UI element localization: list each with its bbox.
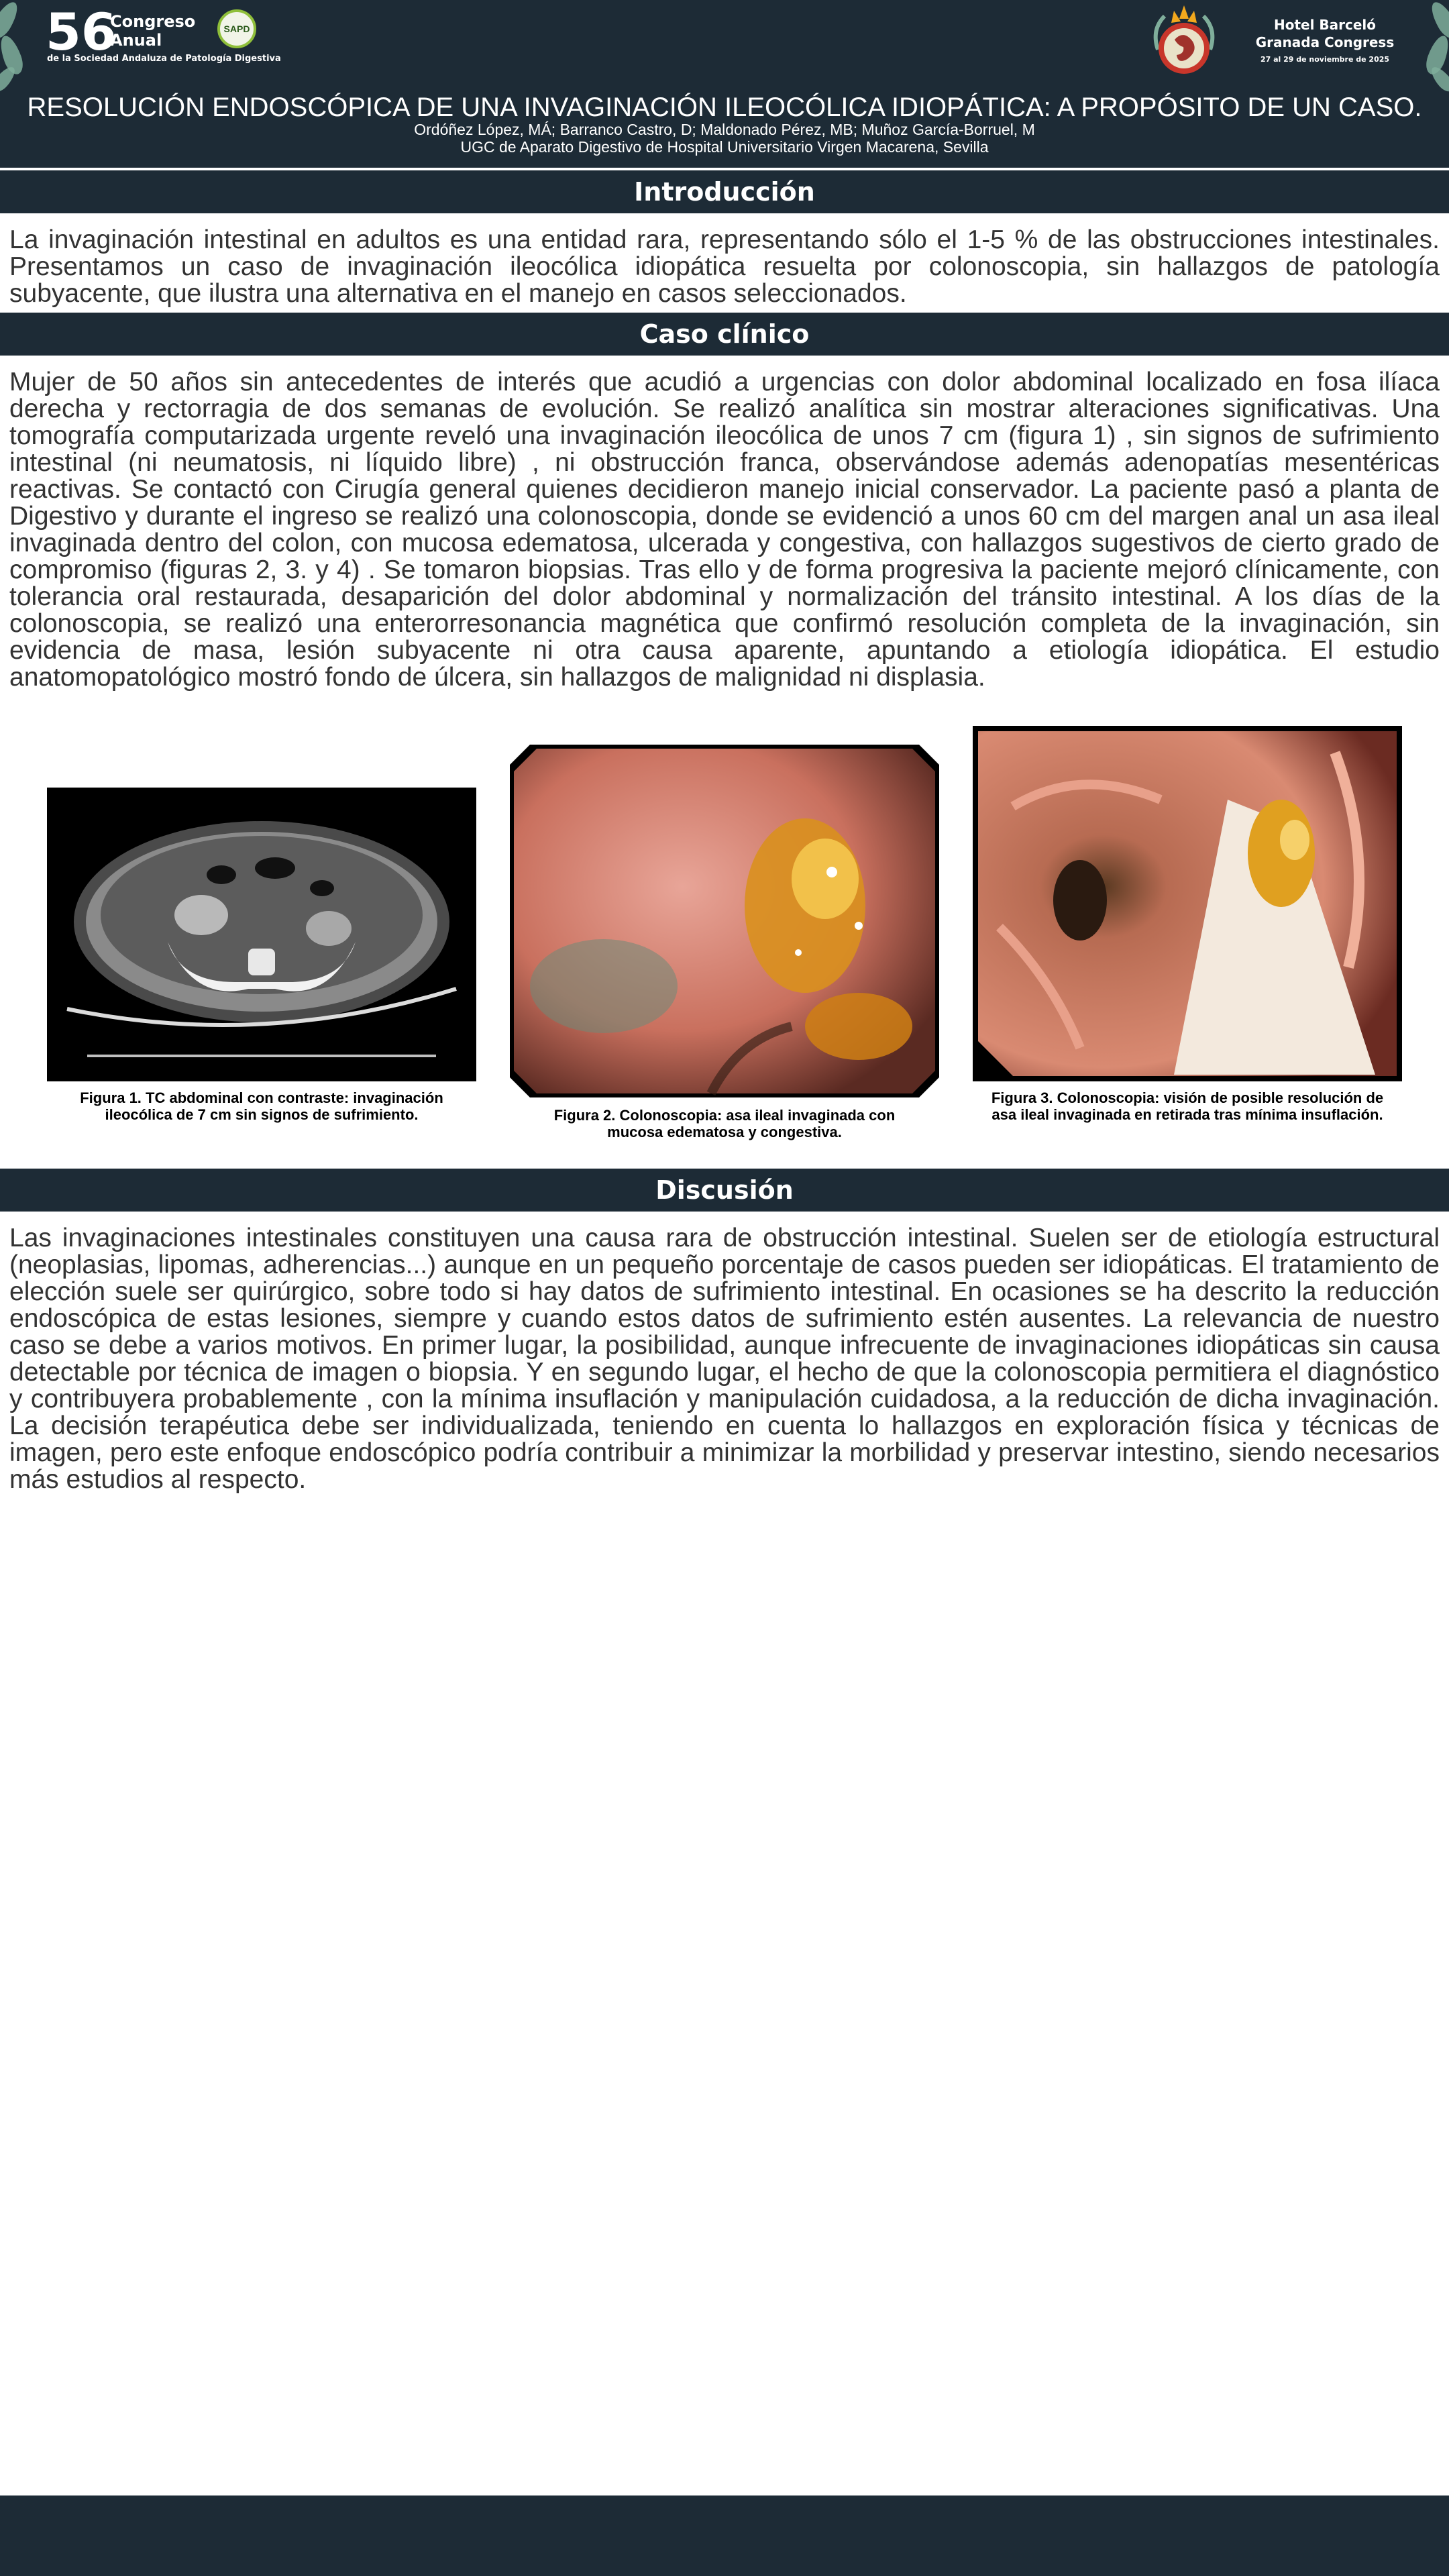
authors: Ordóñez López, MÁ; Barranco Castro, D; Maldonado Pérez, MB; Muñoz García-Borruel, M [414, 121, 1035, 138]
hotel-name-line2: Granada Congress [1255, 34, 1395, 50]
hotel-name: Hotel Barceló [1273, 17, 1377, 33]
section-heading-case: Caso clínico [0, 313, 1449, 356]
congress-number: 56 [46, 2, 117, 62]
leaf-decoration-left [0, 0, 22, 42]
granada-emblem-icon [1144, 3, 1224, 82]
figure-3-colonoscopy-image [973, 726, 1402, 1081]
sapd-badge: SAPD [217, 9, 256, 48]
case-text: Mujer de 50 años sin antecedentes de interés que acudió a urgencias con dolor abdominal localizado en fosa ilíaca derecha y rectorragia de dos semanas de evolución. Se realizó analítica sin mostrar alteraciones significativas. Una tomografía computarizada urgente reveló una invaginación ileocólica de unos 7 cm (figura 1) , sin signos de sufrimiento intestinal (ni neumatosis, ni líquido libre) , ni obstrucción franca, observándose además adenopatías mesentéricas reactivas. Se contactó con Cirugía general quienes decidieron manejo inicial conservador. La paciente pasó a planta de Digestivo y durante el ingreso se realizó una colonoscopia, donde se evidenció a unos 60 cm del margen anal un asa ileal invaginada dentro del colon, con mucosa edematosa, ulcerada y congestiva, con hallazgos sugestivos de cierto grado de compromiso (figuras 2, 3. y 4) . Se tomaron biopsias. Tras ello y de forma progresiva la paciente mejoró clínicamente, con tolerancia oral restaurada, desaparición del dolor abdominal y normalización del tránsito intestinal. A los días de la colonoscopia, se realizó una enterorresonancia magnética que confirmó resolución completa de la invaginación, sin evidencia de masa, lesión subyacente ni otra causa aparente, apuntando a etiología idiopática. El estudio anatomopatológico mostró fondo de úlcera, sin hallazgos de malignidad ni displasia. [9, 368, 1440, 692]
affiliation: UGC de Aparato Digestivo de Hospital Universitario Virgen Macarena, Sevilla [460, 138, 989, 156]
figure-1-caption: Figura 1. TC abdominal con contraste: invaginación ileocólica de 7 cm sin signos de sufrimiento. [80, 1089, 443, 1123]
poster-title: RESOLUCIÓN ENDOSCÓPICA DE UNA INVAGINACIÓN ILEOCÓLICA IDIOPÁTICA: A PROPÓSITO DE UN CASO. [27, 93, 1422, 122]
section-heading-intro: Introducción [0, 170, 1449, 213]
discussion-text: Las invaginaciones intestinales constituyen una causa rara de obstrucción intestinal. Suelen ser de etiología estructural (neoplasias, lipomas, adherencias...) aunque en un pequeño porcentaje de casos pueden ser idiopáticas. El tratamiento de elección suele ser quirúrgico, sobre todo si hay datos de sufrimiento intestinal. En ocasiones se ha descrito la reducción endoscópica de estas lesiones, siempre y cuando estos datos de sufrimiento estén ausentes. La relevancia de nuestro caso se debe a varios motivos. En primer lugar, la posibilidad, aunque infrecuente de invaginaciones idiopáticas sin causa detectable por técnica de imagen o biopsia. Y en segundo lugar, el hecho de que la colonoscopia permitiera el diagnóstico y contribuyera probablemente , con la mínima insuflación y manipulación cuidadosa, a la reducción de dicha invaginación. La decisión terapéutica debe ser individualizada, teniendo en cuenta lo hallazgos en exploración física y técnicas de imagen, pero este enfoque endoscópico podría contribuir a minimizar la morbilidad y preservar intestino, siendo necesarios más estudios al respecto. [9, 1224, 1440, 1494]
authors-block [0, 121, 1449, 156]
leaf-decoration-right [1427, 0, 1449, 42]
intro-text: La invaginación intestinal en adultos es una entidad rara, representando sólo el 1-5 % de las obstrucciones intestinales. Presentamos un caso de invaginación ileocólica idiopática resuelta por colonoscopia, sin hallazgos de patología subyacente, que ilustra una alternativa en el manejo en casos seleccionados. [9, 225, 1440, 308]
figure-1-ct-image [47, 788, 476, 1081]
venue-info [1254, 16, 1395, 64]
section-heading-discussion: Discusión [0, 1169, 1449, 1212]
congress-label [110, 12, 195, 50]
congress-line1: Congreso [110, 12, 196, 31]
congress-line2: Anual [110, 31, 162, 50]
poster-header [0, 0, 1449, 168]
society-name: de la Sociedad Andaluza de Patología Digestiva [47, 54, 281, 64]
poster-footer [0, 2496, 1449, 2576]
figure-2-colonoscopy-image [510, 745, 939, 1097]
figure-2-caption: Figura 2. Colonoscopia: asa ileal invaginada con mucosa edematosa y congestiva. [553, 1107, 896, 1140]
congress-dates: 27 al 29 de noviembre de 2025 [1260, 55, 1390, 64]
figure-3-caption: Figura 3. Colonoscopia: visión de posible resolución de asa ileal invaginada en retirada tras mínima insuflación. [991, 1089, 1384, 1123]
